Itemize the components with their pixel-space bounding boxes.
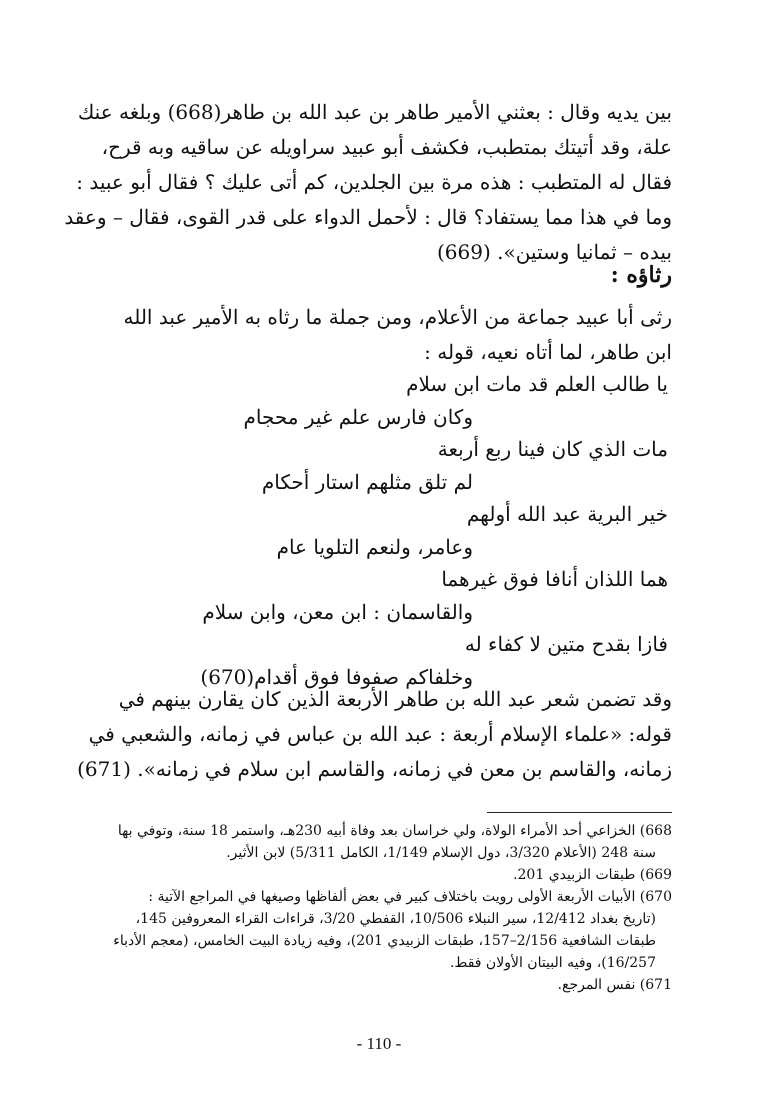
text-line: ابن طاهر، لما أتاه نعيه، قوله : (424, 340, 672, 364)
paragraph-elegy (82, 300, 672, 370)
text-line: قوله: «علماء الإسلام أربعة : عبد الله بن عباس في زمانه، والشعبي في (88, 722, 672, 746)
footnote-line: 671) نفس المرجع. (557, 977, 672, 993)
footnote-line: 16/257)، وفيه البيتان الأولان فقط. (449, 955, 656, 971)
page-number: - 110 - (356, 1034, 402, 1053)
footnote-line: 668) الخزاعي أحد الأمراء الولاة، ولي خراسان بعد وفاة أبيه 230هـ، واستمر 18 سنة، وتوفي بها (117, 823, 672, 839)
text-line: بين يديه وقال : بعثني الأمير طاهر بن عبد الله بن طاهر(668) وبلغه عنك (77, 100, 672, 124)
footnote-line: 669) طبقات الزبيدي 201. (513, 867, 672, 883)
poem-verse: مات الذي كان فينا ربع أربعة (437, 437, 668, 461)
text-line: بيده – ثمانيا وستين». (669) (436, 240, 672, 264)
poem-verse: لم تلق مثلهم استار أحكام (261, 469, 473, 494)
footnote-line: 670) الأبيات الأربعة الأولى رويت باختلاف كبير في بعض ألفاظها وصيغها في المراجع الآتية : (148, 889, 672, 905)
poem-verse: هما اللذان أنافا فوق غيرهما (441, 567, 668, 591)
text-line: رثى أبا عبيد جماعة من الأعلام، ومن جملة ما رثاه به الأمير عبد الله (123, 305, 672, 329)
poem-verse: خير البرية عبد الله أولهم (466, 502, 668, 526)
footnote-line: (تاريخ بغداد 12/412، سير النبلاء 10/506، القفطي 3/20، قراءات القراء المعروفين 145، (135, 911, 656, 927)
text-line: وقد تضمن شعر عبد الله بن طاهر الأربعة الذين كان يقارن بينهم في (118, 687, 672, 711)
footnotes (72, 820, 672, 996)
poem (0, 368, 758, 693)
footnote-line: طبقات الشافعية 2/156–157، طبقات الزبيدي 201)، وفيه زيادة البيت الخامس، (معجم الأدباء (113, 933, 656, 949)
poem-verse: يا طالب العلم قد مات ابن سلام (406, 372, 668, 396)
footnote-separator (487, 812, 672, 813)
footnote-line: سنة 248 (الأعلام 3/320، دول الإسلام 1/149، الكامل 5/311) لابن الأثير. (226, 845, 656, 861)
text-line: فقال له المتطبب : هذه مرة بين الجلدين، كم أتى عليك ؟ فقال أبو عبيد : (76, 170, 672, 194)
poem-verse: والقاسمان : ابن معن، وابن سلام (202, 599, 473, 624)
section-heading: رثاؤه : (610, 262, 672, 288)
poem-verse: وخلفاكم صفوفا فوق أقدام(670) (200, 664, 473, 689)
poem-verse: فازا بقدح متين لا كفاء له (464, 632, 668, 656)
paragraph-scholars (77, 682, 672, 787)
paragraph-intro (64, 95, 672, 270)
text-line: وما في هذا مما يستفاد؟ قال : لأحمل الدواء على قدر القوى، فقال – وعقد (64, 205, 672, 229)
poem-verse: وعامر، ولنعم التلويا عام (276, 534, 473, 559)
poem-verse: وكان فارس علم غير محجام (243, 404, 473, 429)
text-line: علة، وقد أتيتك بمتطبب، فكشف أبو عبيد سراويله عن ساقيه وبه قرح، (101, 135, 672, 159)
text-line: زمانه، والقاسم بن معن في زمانه، والقاسم ابن سلام في زمانه». (671) (77, 757, 672, 781)
